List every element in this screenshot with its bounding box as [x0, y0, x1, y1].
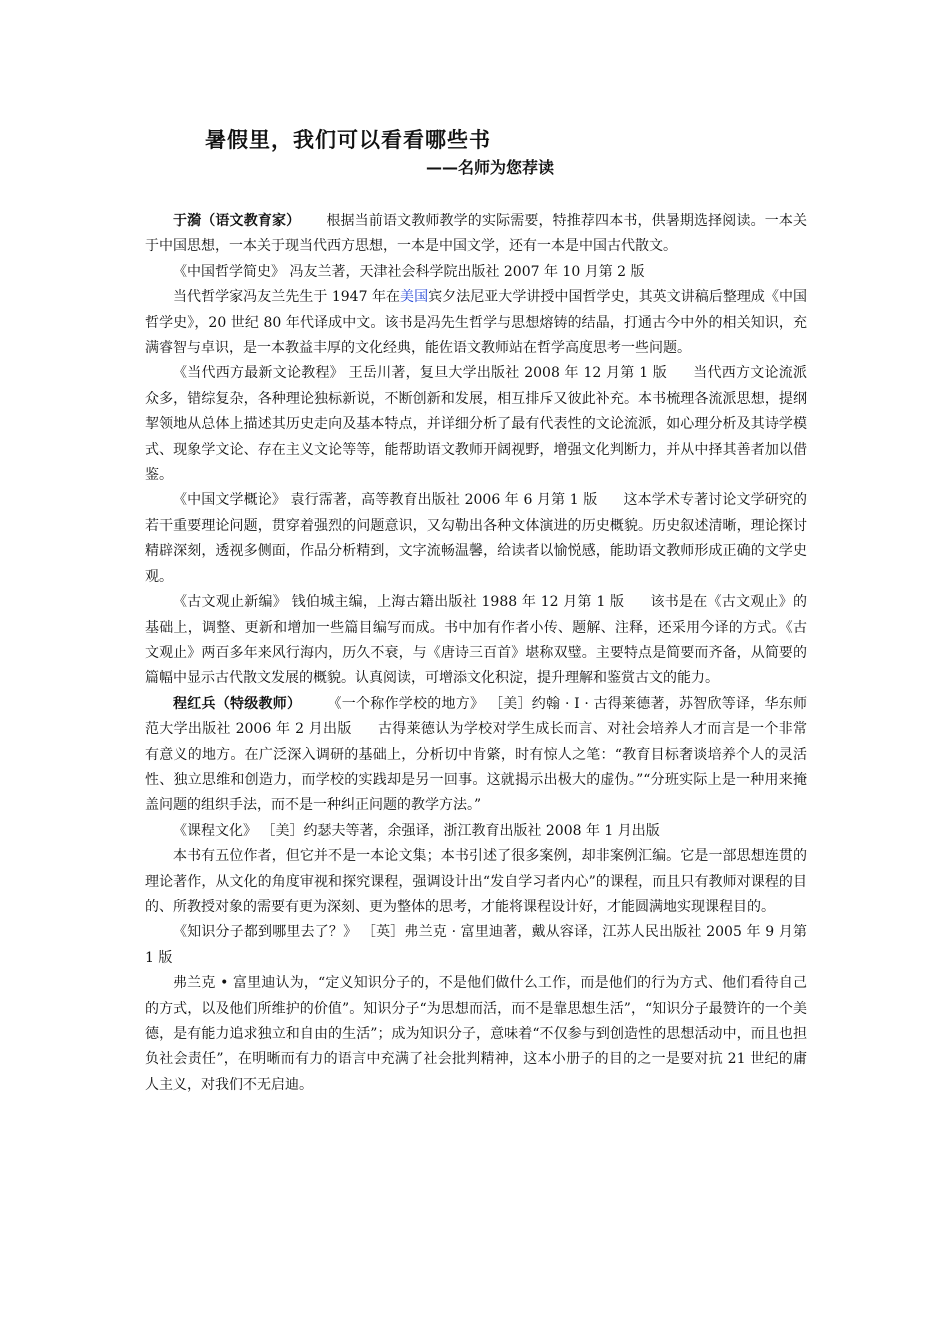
- book-entry: 《中国文学概论》 袁行霈著，高等教育出版社 2006 年 6 月第 1 版: [173, 492, 598, 509]
- book-entry: 《古文观止新编》 钱伯城主编，上海古籍出版社 1988 年 12 月第 1 版: [173, 594, 625, 611]
- recommender-name: 于漪（语文教育家）: [173, 213, 301, 229]
- link-usa[interactable]: 美国: [400, 289, 429, 306]
- book-entry: 《知识分子都到哪里去了？》 ［英］弗兰克 · 富里迪著，戴从容译，江苏人民出版社 2005 年 9 月第 1 版: [145, 924, 807, 966]
- paragraph: [145, 361, 807, 488]
- book-entry: 《课程文化》 ［美］约瑟夫等著，余强译，浙江教育出版社 2008 年 1 月出版: [173, 822, 660, 839]
- book-entry: 《中国哲学简史》 冯友兰著，天津社会科学院出版社 2007 年 10 月第 2 版: [173, 263, 645, 280]
- paragraph: 弗兰克 • 富里迪认为，“定义知识分子的，不是他们做什么工作，而是他们的行为方式、他们看待自己的方式，以及他们所维护的价值”。知识分子“为思想而活，而不是靠思想生活”，“知识分子最赞许的一个美德，是有能力追求独立和自由的生活”；成为知识分子，意味着“不仅参与到创造性的思想活动中，而且也担负社会责任”，在明晰而有力的语言中充满了社会批判精神，这本小册子的目的之一是要对抗 21 世纪的庸人主义，对我们不无启迪。: [145, 975, 807, 1093]
- paragraph-text: 宾夕法尼亚大学讲授中国哲学史，其英文讲稿后整理成《中国哲学史》，20 世纪 80 年代译成中文。该书是冯先生哲学与思想熔铸的结晶，打通古今中外的相关知识，充满睿智与卓识，是一本教益丰厚的文化经典，能佐语文教师站在哲学高度思考一些问题。: [145, 289, 808, 357]
- article-title: 暑假里，我们可以看看哪些书: [205, 128, 491, 152]
- paragraph: [145, 692, 807, 819]
- book-entry: 《一个称作学校的地方》 ［美］约翰 · I · 古得莱德著，苏智欣等译，华东师范大学出版社 2006 年 2 月出版: [145, 695, 807, 738]
- paragraph-text: 当代哲学家冯友兰先生于 1947 年在: [173, 289, 401, 306]
- paragraph: [145, 488, 807, 590]
- article-body: [145, 209, 807, 1098]
- paragraph-text: 该书是在《古文观止》的基础上，调整、更新和增加一些篇目编写而成。书中加有作者小传、题解、注释，还采用今译的方式。《古文观止》两百多年来风行海内，历久不衰，与《唐诗三百首》堪称双璧。主要特点是简要而齐备，从简要的篇幅中显示古代散文发展的概貌。认真阅读，可增添文化积淀，提升理解和鉴赏古文的能力。: [145, 594, 807, 687]
- paragraph: [145, 285, 807, 361]
- paragraph: 本书有五位作者，但它并不是一本论文集；本书引述了很多案例，却非案例汇编。它是一部思想连贯的理论著作，从文化的角度审视和探究课程，强调设计出“发自学习者内心”的课程，而且只有教师对课程的目的、所教授对象的需要有更为深刻、更为整体的思考，才能将课程设计好，才能圆满地实现课程目的。: [145, 848, 807, 915]
- article-subtitle: ——名师为您荐读: [426, 158, 555, 177]
- paragraph: [145, 209, 807, 260]
- recommender-name: 程红兵（特级教师）: [173, 695, 302, 712]
- paragraph: [145, 590, 807, 692]
- paragraph-text: 这本学术专著讨论文学研究的若干重要理论问题，贯穿着强烈的问题意识，又勾勒出各种文体演进的历史概貌。历史叙述清晰，理论探讨精辟深刻，透视多侧面，作品分析精到，文字流畅温馨，给读者以愉悦感，能助语文教师形成正确的文学史观。: [145, 492, 808, 585]
- paragraph-text: 根据当前语文教师教学的实际需要，特推荐四本书，供暑期选择阅读。一本关于中国思想，一本关于现当代西方思想，一本是中国文学，还有一本是中国古代散文。: [145, 213, 808, 255]
- book-entry: 《当代西方最新文论教程》 王岳川著，复旦大学出版社 2008 年 12 月第 1 版: [173, 365, 668, 382]
- paragraph-text: 当代西方文论流派众多，错综复杂，各种理论独标新说，不断创新和发展，相互排斥又彼此补充。本书梳理各流派思想，提纲挈领地从总体上描述其历史走向及基本特点，并详细分析了最有代表性的文论流派，如心理分析及其诗学模式、现象学文论、存在主义文论等等，能帮助语文教师开阔视野，增强文化判断力，并从中择其善者加以借鉴。: [145, 365, 807, 484]
- paragraph-text: 古得莱德认为学校对学生成长而言、对社会培养人才而言是一个非常有意义的地方。在广泛深入调研的基础上，分析切中肯綮，时有惊人之笔：“教育目标奢谈培养个人的灵活性、独立思维和创造力，而学校的实践却是另一回事。这就揭示出极大的虚伪。”“分班实际上是一种用来掩盖问题的组织手法，而不是一种纠正问题的教学方法。”: [145, 721, 807, 814]
